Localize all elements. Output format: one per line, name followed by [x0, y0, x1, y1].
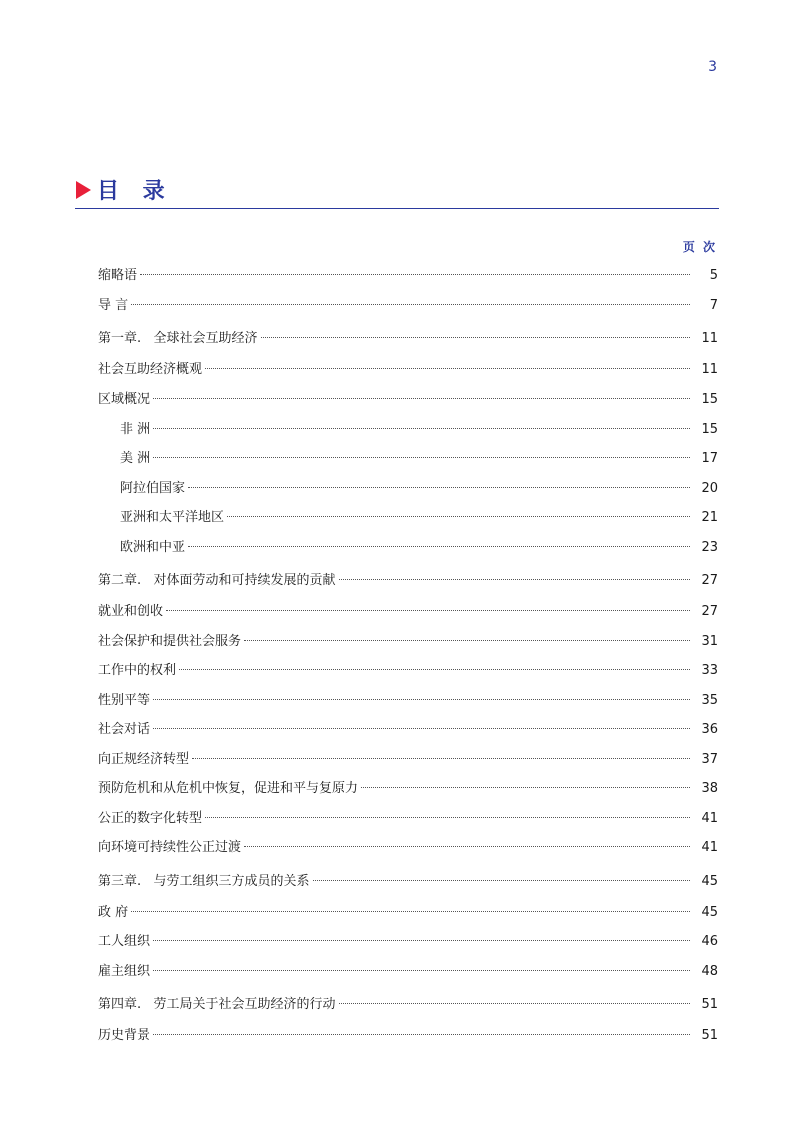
toc-entry[interactable] — [98, 750, 718, 770]
toc-entry-title: 社会保护和提供社会服务 — [98, 634, 242, 649]
dot-leader — [131, 304, 690, 305]
toc-entry-page: 41 — [701, 840, 718, 855]
toc-entry[interactable] — [98, 1026, 718, 1046]
toc-entry-title: 美 洲 — [120, 451, 151, 466]
dot-leader — [140, 274, 690, 275]
toc-entry-title: 导 言 — [98, 298, 129, 313]
toc-entry-page: 17 — [701, 451, 718, 466]
toc-entry-page: 31 — [701, 634, 718, 649]
toc-entry-page: 7 — [709, 298, 718, 313]
toc-entry-title: 就业和创收 — [98, 604, 164, 619]
toc-entry-abbreviations[interactable] — [98, 266, 718, 286]
toc-entry-page: 46 — [701, 934, 718, 949]
toc-title: 目 录 — [97, 179, 173, 204]
toc-entry-page: 48 — [701, 964, 718, 979]
toc-entry-title: 区域概况 — [98, 392, 151, 407]
toc-entry[interactable] — [98, 390, 718, 410]
toc-entry-page: 5 — [709, 268, 718, 283]
toc-entry-title: 阿拉伯国家 — [120, 481, 186, 496]
toc-entry-title: 第二章. 对体面劳动和可持续发展的贡献 — [98, 573, 336, 588]
dot-leader — [205, 368, 690, 369]
dot-leader — [179, 669, 690, 670]
toc-heading — [76, 174, 173, 205]
dot-leader — [153, 940, 690, 941]
toc-entry-title: 政 府 — [98, 905, 129, 920]
toc-entry-introduction[interactable] — [98, 296, 718, 316]
toc-entry[interactable] — [98, 632, 718, 652]
dot-leader — [339, 1003, 690, 1004]
toc-entry[interactable] — [98, 602, 718, 622]
toc-entry-chapter-2[interactable] — [98, 571, 718, 591]
page-number: 3 — [708, 59, 717, 75]
dot-leader — [153, 457, 690, 458]
toc-entry-page: 21 — [701, 510, 718, 525]
triangle-marker-icon — [76, 181, 91, 199]
toc-entry-page: 51 — [701, 1028, 718, 1043]
dot-leader — [131, 911, 690, 912]
toc-entry[interactable] — [98, 809, 718, 829]
dot-leader — [188, 487, 690, 488]
dot-leader — [205, 817, 690, 818]
toc-entry-page: 15 — [701, 422, 718, 437]
toc-entry-title: 社会互助经济概观 — [98, 362, 203, 377]
toc-entry-title: 雇主组织 — [98, 964, 151, 979]
toc-entry-title: 亚洲和太平洋地区 — [120, 510, 225, 525]
toc-entry[interactable] — [98, 661, 718, 681]
toc-entry-page: 27 — [701, 604, 718, 619]
toc-entry-title: 工作中的权利 — [98, 663, 177, 678]
dot-leader — [188, 546, 690, 547]
toc-entry-page: 36 — [701, 722, 718, 737]
toc-entry-title: 第三章. 与劳工组织三方成员的关系 — [98, 874, 310, 889]
page-column-label: 页 次 — [682, 240, 717, 254]
dot-leader — [153, 699, 690, 700]
dot-leader — [153, 398, 690, 399]
toc-entry-title: 工人组织 — [98, 934, 151, 949]
toc-entry-title: 预防危机和从危机中恢复，促进和平与复原力 — [98, 781, 359, 796]
toc-entry-chapter-1[interactable] — [98, 329, 718, 349]
dot-leader — [361, 787, 690, 788]
toc-entry[interactable] — [98, 932, 718, 952]
toc-entry-page: 41 — [701, 811, 718, 826]
toc-entry-title: 历史背景 — [98, 1028, 151, 1043]
toc-entry-title: 第四章. 劳工局关于社会互助经济的行动 — [98, 997, 336, 1012]
toc-entry-chapter-4[interactable] — [98, 995, 718, 1015]
toc-entry[interactable] — [98, 903, 718, 923]
dot-leader — [244, 846, 690, 847]
dot-leader — [153, 1034, 690, 1035]
toc-entry[interactable] — [98, 838, 718, 858]
toc-subentry[interactable] — [120, 449, 718, 469]
toc-entry-page: 23 — [701, 540, 718, 555]
toc-entry[interactable] — [98, 962, 718, 982]
toc-entry-page: 35 — [701, 693, 718, 708]
dot-leader — [153, 728, 690, 729]
dot-leader — [153, 970, 690, 971]
toc-entry-title: 社会对话 — [98, 722, 151, 737]
toc-entry[interactable] — [98, 360, 718, 380]
toc-entry-page: 33 — [701, 663, 718, 678]
toc-entry[interactable] — [98, 720, 718, 740]
toc-entry-chapter-3[interactable] — [98, 872, 718, 892]
dot-leader — [261, 337, 690, 338]
heading-divider — [75, 208, 719, 209]
toc-entry-title: 向环境可持续性公正过渡 — [98, 840, 242, 855]
toc-subentry[interactable] — [120, 420, 718, 440]
toc-entry-page: 20 — [701, 481, 718, 496]
toc-entry-page: 51 — [701, 997, 718, 1012]
dot-leader — [339, 579, 690, 580]
toc-subentry[interactable] — [120, 479, 718, 499]
dot-leader — [153, 428, 690, 429]
dot-leader — [166, 610, 690, 611]
toc-entry-title: 非 洲 — [120, 422, 151, 437]
toc-subentry[interactable] — [120, 508, 718, 528]
toc-entry-title: 性别平等 — [98, 693, 151, 708]
toc-subentry[interactable] — [120, 538, 718, 558]
toc-entry-page: 45 — [701, 905, 718, 920]
dot-leader — [192, 758, 690, 759]
toc-entry-title: 欧洲和中亚 — [120, 540, 186, 555]
toc-entry-page: 38 — [701, 781, 718, 796]
toc-entry-title: 缩略语 — [98, 268, 138, 283]
toc-entry-title: 向正规经济转型 — [98, 752, 190, 767]
toc-entry-title: 公正的数字化转型 — [98, 811, 203, 826]
toc-entry-page: 37 — [701, 752, 718, 767]
dot-leader — [227, 516, 690, 517]
toc-entry-title: 第一章. 全球社会互助经济 — [98, 331, 258, 346]
toc-entry-page: 11 — [701, 331, 718, 346]
toc-entry-page: 15 — [701, 392, 718, 407]
toc-entry-page: 45 — [701, 874, 718, 889]
dot-leader — [244, 640, 690, 641]
toc-entry-page: 27 — [701, 573, 718, 588]
dot-leader — [313, 880, 690, 881]
toc-entry[interactable] — [98, 779, 718, 799]
toc-entry-page: 11 — [701, 362, 718, 377]
toc-entry[interactable] — [98, 691, 718, 711]
